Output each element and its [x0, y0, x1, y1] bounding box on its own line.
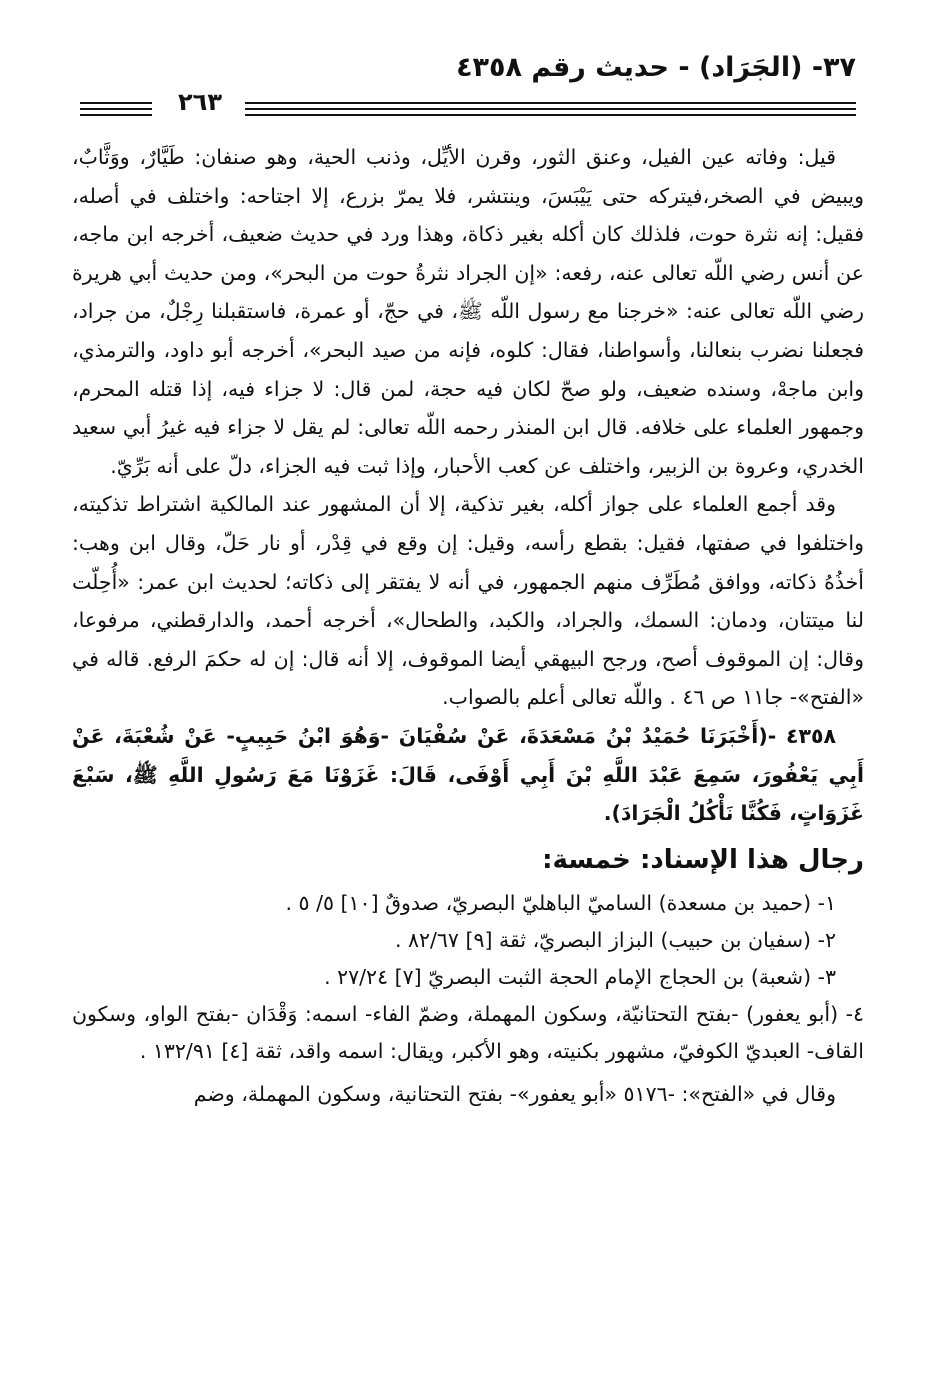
- running-header-title: ٣٧- (الجَرَاد) - حديث رقم ٤٣٥٨: [456, 52, 856, 83]
- header-rule: [245, 108, 856, 110]
- commentary-paragraph: وقد أجمع العلماء على جواز أكله، بغير تذكية، إلا أن المشهور عند المالكية اشتراط تذكيته، واختلفوا في صفتها، فقيل: بقطع رأسه، وقيل: إن وقع في قِدْر، أو نار حَلّ، وقال ابن وهب: أخذُهُ ذكاته، ووافق مُطَرِّف منهم الجمهور، في أنه لا يفتقر إلى ذكاته؛ لحديث ابن عمر: «أُحِلّت لنا ميتتان، ودمان: السمك، والجراد، والكبد، والطحال»، أخرجه أحمد، والدارقطني، مرفوعا، وقال: إن الموقوف أصح، ورجح البيهقي أيضا الموقوف، إلا أنه قال: إن له حكمَ الرفع. قاله في «الفتح»- جا١١ ص ٤٦ . واللّه تعالى أعلم بالصواب.: [72, 492, 864, 710]
- narrator-entry: ١- (حميد بن مسعدة) الساميّ الباهليّ البصريّ، صدوقٌ [١٠] ٥/ ٥ .: [285, 890, 836, 915]
- narrator-entry: ٢- (سفيان بن حبيب) البزاز البصريّ، ثقة [٩] ٨٢/٦٧ .: [394, 927, 836, 952]
- page-number: ٢٦٣: [160, 88, 240, 116]
- commentary-paragraph: قيل: وفاته عين الفيل، وعنق الثور، وقرن الأيِّل، وذنب الحية، وهو صنفان: طَيَّارٌ، ووَثَّابٌ، ويبيض في الصخر،فيتركه حتى يَيْبَسَ، وينتشر، فلا يمرّ بزرع، إلا اجتاحه: واختلف في أصله، فقيل: إنه نثرة حوت، فلذلك كان أكله بغير ذكاة، وهذا ورد في حديث ضعيف، أخرجه ابن ماجه، عن أنس رضي اللّه تعالى عنه، رفعه: «إن الجراد نثرةُ حوت من البحر»، ومن حديث أبي هريرة رضي اللّه تعالى عنه: «خرجنا مع رسول اللّه ﷺ، في حجّ، أو عمرة، فاستقبلنا رِجْلٌ، من جراد، فجعلنا نضرب بنعالنا، وأسواطنا، فقال: كلوه، فإنه من صيد البحر»، أخرجه أبو داود، والترمذي، وابن ماجهْ، وسنده ضعيف، ولو صحّ لكان فيه حجة، لمن قال: لا جزاء فيه، إذا قتله المحرم، وجمهور العلماء على خلافه. قال ابن المنذر رحمه اللّه تعالى: لم يقل لا جزاء فيه غيرُ أبي سعيد الخدري، وعروة بن الزبير، واختلف عن كعب الأحبار، وإذا ثبت فيه الجزاء، دلّ على أنه بَرِّيّ.: [72, 145, 864, 478]
- page-body: [72, 138, 864, 1113]
- header-rule: [80, 114, 152, 116]
- header-rule: [80, 102, 152, 104]
- header-rule: [245, 114, 856, 116]
- header-rule: [80, 108, 152, 110]
- hadith-text: ٤٣٥٨ -(أَخْبَرَنَا حُمَيْدُ بْنُ مَسْعَدَةَ، عَنْ سُفْيَانَ -وَهُوَ ابْنُ حَبِيبٍ- عَنْ شُعْبَةَ، عَنْ أَبِي يَعْفُورَ، سَمِعَ عَبْدَ اللَّهِ بْنَ أَبِي أَوْفَى، قَالَ: غَزَوْنَا مَعَ رَسُولِ اللَّهِ ﷺ، سَبْعَ غَزَوَاتٍ، فَكُنَّا نَأْكُلُ الْجَرَادَ).: [72, 723, 864, 826]
- section-heading: رجال هذا الإسناد: خمسة:: [542, 844, 864, 875]
- header-rule: [245, 102, 856, 104]
- narrator-entry: ٣- (شعبة) بن الحجاج الإمام الحجة الثبت البصريّ [٧] ٢٧/٢٤ .: [324, 964, 836, 989]
- closing-paragraph: وقال في «الفتح»: -٥١٧٦ «أبو يعفور»- بفتح التحتانية، وسكون المهملة، وضم: [193, 1081, 836, 1106]
- narrator-entry: ٤- (أبو يعفور) -بفتح التحتانيّة، وسكون المهملة، وضمّ الفاء- اسمه: وَقْدَان -بفتح الواو، وسكون القاف- العبديّ الكوفيّ، مشهور بكنيته، وهو الأكبر، ويقال: اسمه واقد، ثقة [٤] ١٣٢/٩١ .: [72, 1001, 864, 1063]
